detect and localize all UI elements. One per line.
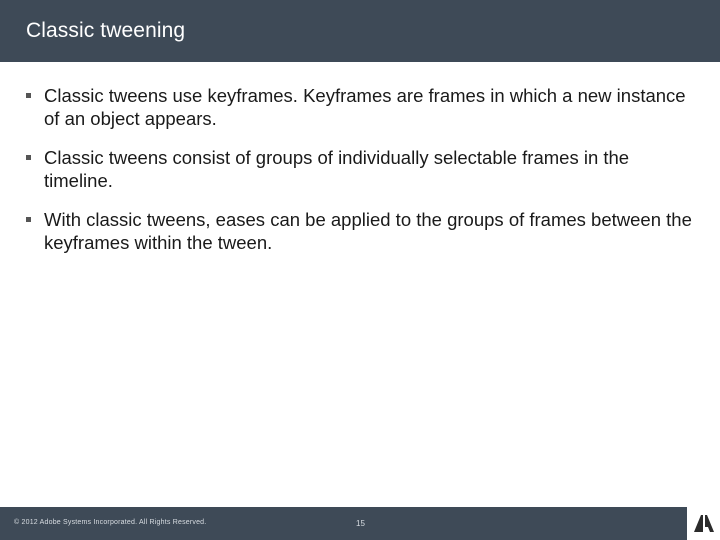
bullet-square-icon — [26, 93, 31, 98]
page-number: 15 — [356, 519, 365, 528]
title-bar — [0, 0, 720, 62]
bullet-item — [26, 84, 696, 130]
bullet-list — [26, 84, 696, 270]
bullet-item — [26, 208, 696, 254]
copyright-text: © 2012 Adobe Systems Incorporated. All Rights Reserved. — [14, 519, 207, 526]
bullet-text: Classic tweens consist of groups of individually selectable frames in the timeline. — [44, 147, 630, 191]
adobe-logo-icon — [687, 507, 720, 540]
slide-title: Classic tweening — [26, 19, 186, 42]
bullet-square-icon — [26, 155, 31, 160]
bullet-square-icon — [26, 217, 31, 222]
footer-bar — [0, 507, 720, 540]
bullet-item — [26, 146, 696, 192]
bullet-text: With classic tweens, eases can be applied to the groups of frames between the keyframes within the tween. — [44, 209, 692, 253]
bullet-text: Classic tweens use keyframes. Keyframes are frames in which a new instance of an object appears. — [44, 85, 686, 129]
adobe-logo-svg — [687, 507, 720, 540]
